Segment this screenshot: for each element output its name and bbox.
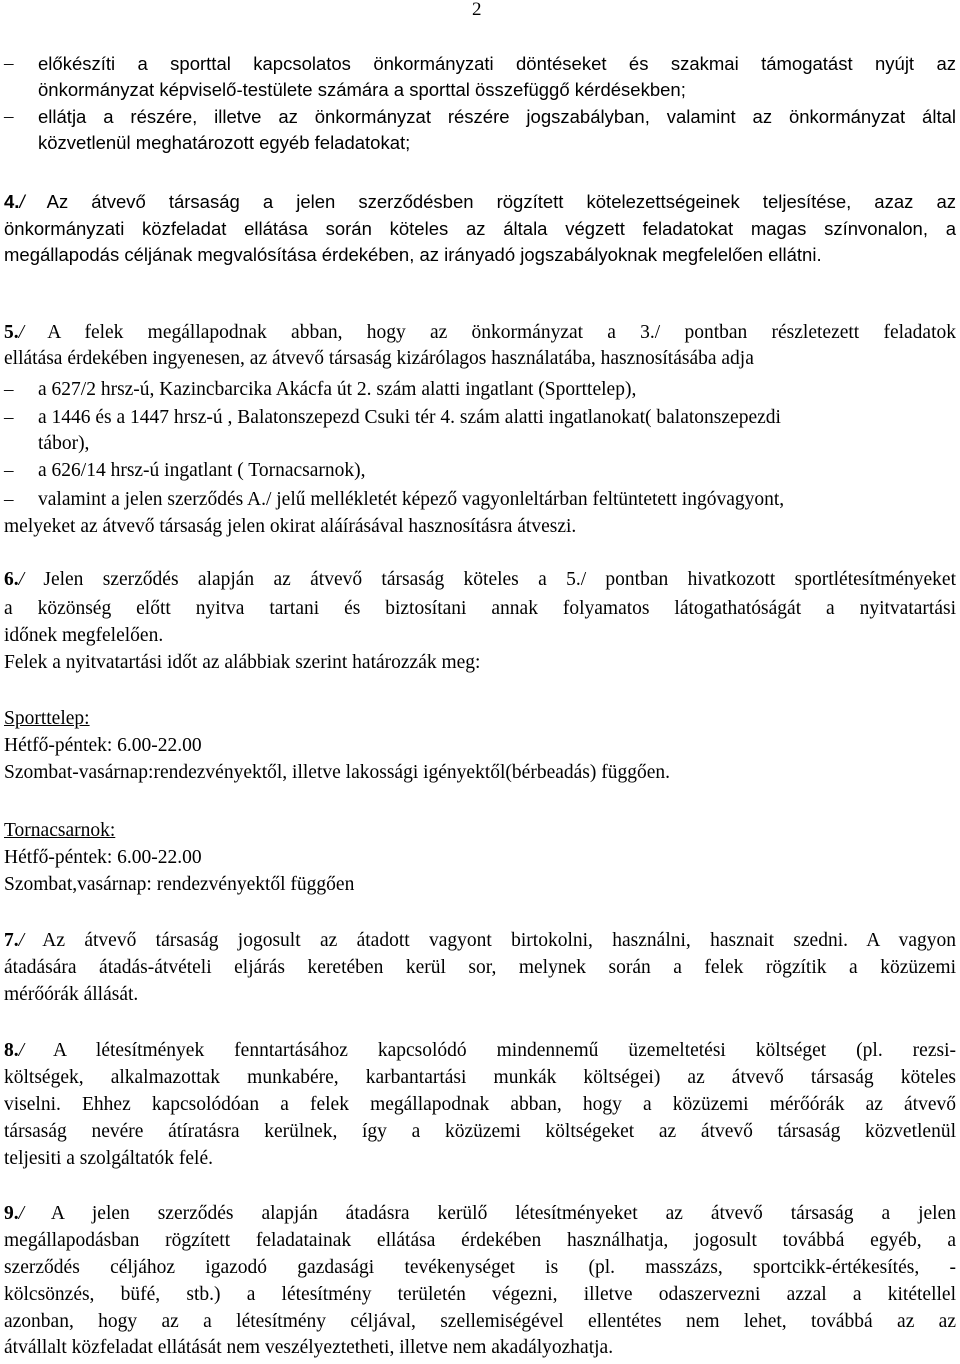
s8-line-1: 8./ A létesítmények fenntartásához kapcsolódó mindennemű üzemeltetési költséget (pl. rezsi-	[4, 1040, 956, 1061]
s3-line-1: előkészíti a sporttal kapcsolatos önkormányzati döntéseket és szakmai támogatást nyújt az	[38, 53, 956, 74]
s6-line-3: időnek megfelelően.	[4, 625, 164, 646]
s6-line-4: Felek a nyitvatartási időt az alábbiak szerint határozzák meg:	[4, 652, 481, 673]
s5-line-1: 5./ A felek megállapodnak abban, hogy az önkormányzat a 3./ pontban részletezett feladatok	[4, 322, 956, 343]
sporttelep-line-2: Szombat-vasárnap:rendezvényektől, illetve lakossági igényektől(bérbeadás) függően.	[4, 762, 671, 783]
tornacsarnok-heading: Tornacsarnok:	[4, 820, 116, 841]
s8-line-2: költségek, alkalmazottak munkabére, karbantartási munkák költségei) az átvevő társaság köteles	[4, 1067, 956, 1088]
s5-item-1: a 627/2 hrsz-ú, Kazincbarcika Akácfa út 2. szám alatti ingatlant (Sporttelep),	[38, 379, 637, 400]
s5-item-2-cont: tábor),	[38, 433, 90, 454]
s4-line-3: megállapodás céljának megvalósítása érdekében, az irányadó jogszabályoknak megfelelően ellátni.	[4, 244, 822, 265]
s8-line-4: társaság nevére átíratásra kerülnek, így a közüzemi költségeket az átvevő társaság közvetlenül	[4, 1121, 956, 1142]
bullet-dash: –	[4, 106, 14, 127]
s5-line-2: ellátása érdekében ingyenesen, az átvevő társaság kizárólagos használatába, hasznosításába adja	[4, 348, 754, 369]
s9-line-1: 9./ A jelen szerződés alapján átadásra kerülő létesítményeket az átvevő társaság a jelen	[4, 1203, 956, 1224]
s7-line-3: mérőórák állását.	[4, 984, 139, 1005]
sporttelep-line-1: Hétfő-péntek: 6.00-22.00	[4, 735, 202, 756]
s6-line-1: 6./ Jelen szerződés alapján az átvevő társaság köteles a 5./ pontban hivatkozott sportlétesítményeket	[4, 569, 956, 590]
s8-line-3: viselni. Ehhez kapcsolódóan a felek megállapodnak abban, hogy a közüzemi mérőórák az átvevő	[4, 1094, 956, 1115]
s8-line-5: teljesiti a szolgáltatók felé.	[4, 1148, 214, 1169]
tornacsarnok-line-1: Hétfő-péntek: 6.00-22.00	[4, 847, 202, 868]
s7-number: 7./	[4, 930, 25, 951]
bullet-dash: –	[4, 53, 14, 74]
s3-line-3: ellátja a részére, illetve az önkormányzat részére jogszabályban, valamint az önkormányzat által	[38, 106, 956, 127]
s9-number: 9./	[4, 1203, 25, 1224]
s9-line-2: megállapodásban rögzített feladatainak ellátása érdekében használhatja, jogosult továbbá egyéb, a	[4, 1230, 956, 1251]
sporttelep-heading: Sporttelep:	[4, 708, 90, 729]
s9-line-6: átvállalt közfeladat ellátását nem veszélyeztetheti, illetve nem akadályozhatja.	[4, 1337, 614, 1358]
s3-line-4: közvetlenül meghatározott egyéb feladatokat;	[38, 132, 411, 153]
s9-line-4: kölcsönzés, büfé, stb.) a létesítmény területén végezni, illetve odaszervezni azzal a kitétellel	[4, 1284, 956, 1305]
s6-number: 6./	[4, 569, 25, 590]
s5-line-3: melyeket az átvevő társaság jelen okirat aláírásával hasznosításra átveszi.	[4, 516, 577, 537]
s5-item-3: a 626/14 hrsz-ú ingatlant ( Tornacsarnok),	[38, 460, 366, 481]
s9-line-5: azonban, hogy az a létesítmény céljával, szellemiségével ellentétes nem lehet, továbbá az az	[4, 1311, 956, 1332]
s4-number: 4./	[4, 191, 25, 212]
bullet-dash: –	[4, 379, 14, 400]
s6-line-2: a közönség előtt nyitva tartani és biztosítani annak folyamatos látogathatóságát a nyitvatartási	[4, 598, 956, 619]
s5-number: 5./	[4, 322, 25, 343]
bullet-dash: –	[4, 460, 14, 481]
bullet-dash: –	[4, 407, 14, 428]
page-number: 2	[472, 0, 482, 20]
s4-line-1: 4./ Az átvevő társaság a jelen szerződésben rögzített kötelezettségeinek teljesítése, azaz az	[4, 191, 956, 212]
s8-number: 8./	[4, 1040, 25, 1061]
s9-line-3: szerződés céljához igazodó gazdasági tevékenységet is (pl. masszázs, sportcikk-értékesítés, -	[4, 1257, 956, 1278]
s7-line-1: 7./ Az átvevő társaság jogosult az átadott vagyont birtokolni, használni, hasznait szedni. A vagyon	[4, 930, 956, 951]
bullet-dash: –	[4, 489, 14, 510]
s4-line-2: önkormányzati közfeladat ellátása során köteles az általa végzett feladatokat magas színvonalon, a	[4, 218, 956, 239]
s3-line-2: önkormányzat képviselő-testülete számára a sporttal összefüggő kérdésekben;	[38, 79, 686, 100]
s7-line-2: átadására átadás-átvételi eljárás keretében kerül sor, melynek során a felek rögzítik a közüzemi	[4, 957, 956, 978]
tornacsarnok-line-2: Szombat,vasárnap: rendezvényektől függően	[4, 874, 355, 895]
s5-item-4: valamint a jelen szerződés A./ jelű mellékletét képező vagyonleltárban feltüntetett ingóvagyont,	[38, 489, 785, 510]
s5-item-2: a 1446 és a 1447 hrsz-ú , Balatonszepezd Csuki tér 4. szám alatti ingatlanokat( balatonszepezdi	[38, 407, 781, 428]
